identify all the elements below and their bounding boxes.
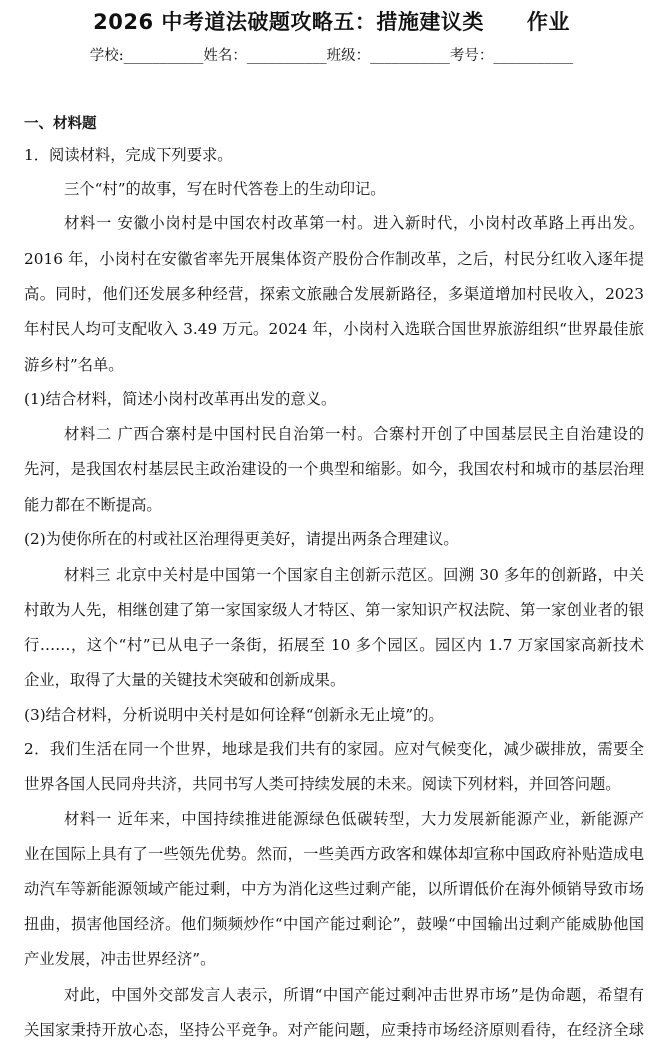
- material-1-line: 2016 年，小岗村在安徽省率先开展集体资产股份合作制改革，之后，村民分红收入逐年提: [24, 250, 644, 268]
- material-2-line: 能力都在不断提高。: [24, 496, 162, 514]
- q2-material-1-line: 业在国际上具有了一些领先优势。然而，一些美西方政客和媒体却宣称中国政府补贴造成电: [24, 845, 644, 863]
- document-title: 2026 中考道法破题攻略五：措施建议类 作业: [93, 10, 570, 34]
- sub-question-1: (1)结合材料，简述小岗村改革再出发的意义。: [24, 390, 337, 408]
- material-1-line: 游乡村”名单。: [24, 356, 124, 374]
- material-3-line: 材料三 北京中关村是中国第一个国家自主创新示范区。回溯 30 多年的创新路，中关: [64, 566, 644, 584]
- section-heading: 一、材料题: [24, 116, 97, 132]
- material-1-line: 高。同时，他们还发展多种经营，探索文旅融合发展新路径，多渠道增加村民收入，2023: [24, 285, 644, 303]
- q2-material-1-line: 动汽车等新能源领域产能过剩，中方为消化这些过剩产能，以所谓低价在海外倾销导致市场: [24, 880, 644, 898]
- q2-material-1-line: 扭曲，损害他国经济。他们频频炒作“中国产能过剩论”，鼓噪“中国输出过剩产能威胁他国: [24, 915, 644, 933]
- q2-material-1-line: 产业发展，冲击世界经济”。: [24, 950, 216, 968]
- question-2-stem: 2．我们生活在同一个世界，地球是我们共有的家园。应对气候变化，减少碳排放，需要全: [24, 740, 644, 758]
- question-1-stem: 1．阅读材料，完成下列要求。: [24, 146, 233, 164]
- q2-material-1-line: 材料一 近年来，中国持续推进能源绿色低碳转型，大力发展新能源产业，新能源产: [64, 810, 644, 828]
- material-1-line: 年村民人均可支配收入 3.49 万元。2024 年，小岗村入选联合国世界旅游组织“世界最佳旅: [24, 320, 644, 338]
- material-2-line: 材料二 广西合寨村是中国村民自治第一村。合寨村开创了中国基层民主自治建设的: [64, 425, 644, 443]
- material-1-line: 材料一 安徽小岗村是中国农村改革第一村。进入新时代，小岗村改革路上再出发。: [64, 214, 644, 232]
- q2-material-1-line: 对此，中国外交部发言人表示，所谓“中国产能过剩冲击世界市场”是伪命题，希望有: [64, 986, 644, 1004]
- sub-question-2: (2)为使你所在的村或社区治理得更美好，请提出两条合理建议。: [24, 530, 459, 548]
- material-3-line: 企业，取得了大量的关键技术突破和创新成果。: [24, 671, 346, 689]
- sub-question-3: (3)结合材料，分析说明中关村是如何诠释“创新永无止境”的。: [24, 706, 444, 724]
- text-line: 三个“村”的故事，写在时代答卷上的生动印记。: [64, 180, 386, 198]
- material-3-line: 村敢为人先，相继创建了第一家国家级人才特区、第一家知识产权法院、第一家创业者的银: [24, 601, 644, 619]
- question-2-stem: 世界各国人民同舟共济，共同书写人类可持续发展的未来。阅读下列材料，并回答问题。: [24, 775, 621, 793]
- student-info-line: 学校:___________姓名：___________班级：___________考号：___________: [89, 48, 574, 64]
- material-3-line: 行……，这个“村”已从电子一条街，拓展至 10 多个园区。园区内 1.7 万家国家高新技术: [24, 636, 644, 654]
- material-2-line: 先河，是我国农村基层民主政治建设的一个典型和缩影。如今，我国农村和城市的基层治理: [24, 460, 644, 478]
- q2-material-1-line: 关国家秉持开放心态，坚持公平竞争。对产能问题，应秉持市场经济原则看待，在经济全球: [24, 1021, 644, 1039]
